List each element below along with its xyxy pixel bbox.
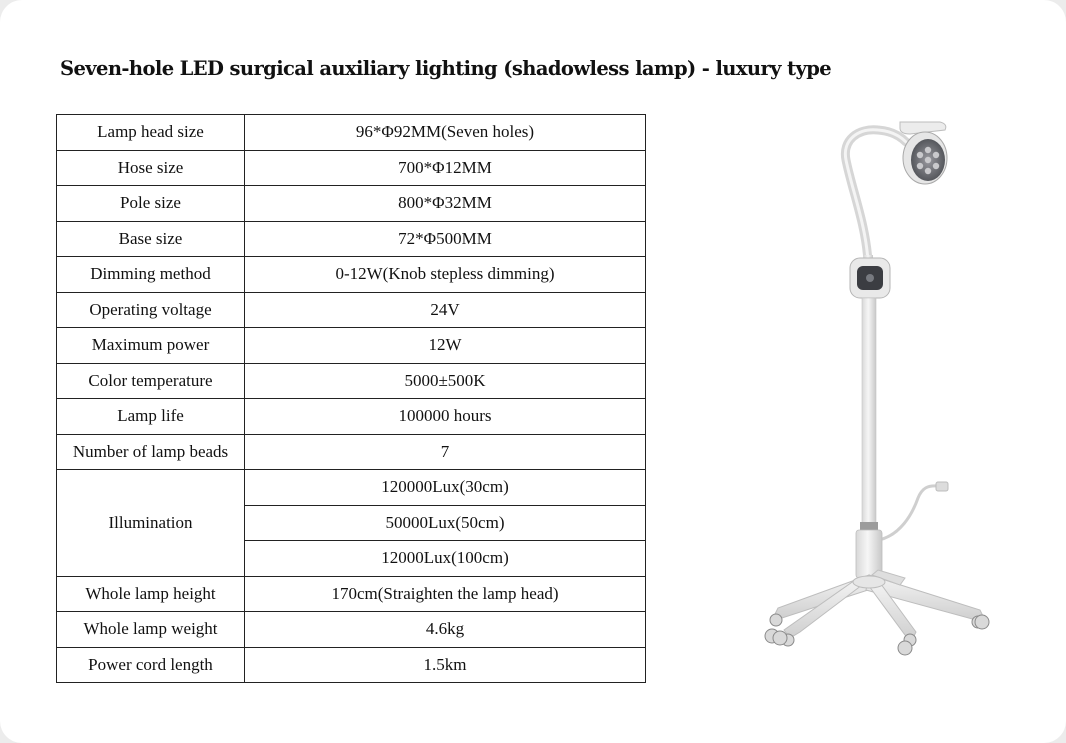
- table-row: [57, 186, 646, 222]
- illumination-value-50cm: 50000Lux(50cm): [245, 505, 646, 541]
- whole-lamp-height-label: Whole lamp height: [57, 576, 245, 612]
- base-size-label: Base size: [57, 221, 245, 257]
- table-row: [57, 470, 646, 506]
- table-row: [57, 150, 646, 186]
- lamp-beads-value: 7: [245, 434, 646, 470]
- illumination-value-30cm: 120000Lux(30cm): [245, 470, 646, 506]
- maximum-power-value: 12W: [245, 328, 646, 364]
- dimming-method-label: Dimming method: [57, 257, 245, 293]
- lamp-life-value: 100000 hours: [245, 399, 646, 435]
- pole-size-value: 800*Φ32MM: [245, 186, 646, 222]
- table-row: [57, 328, 646, 364]
- whole-lamp-weight-label: Whole lamp weight: [57, 612, 245, 648]
- power-cord-length-value: 1.5km: [245, 647, 646, 683]
- color-temperature-value: 5000±500K: [245, 363, 646, 399]
- lamp-product-image: [740, 105, 1020, 665]
- hose-size-label: Hose size: [57, 150, 245, 186]
- dimming-method-value: 0-12W(Knob stepless dimming): [245, 257, 646, 293]
- table-row: [57, 647, 646, 683]
- table-row: [57, 221, 646, 257]
- table-row: [57, 434, 646, 470]
- table-row: [57, 576, 646, 612]
- base-size-value: 72*Φ500MM: [245, 221, 646, 257]
- lamp-head-size-label: Lamp head size: [57, 115, 245, 151]
- illumination-value-100cm: 12000Lux(100cm): [245, 541, 646, 577]
- operating-voltage-value: 24V: [245, 292, 646, 328]
- table-row: [57, 292, 646, 328]
- whole-lamp-weight-value: 4.6kg: [245, 612, 646, 648]
- power-cord-length-label: Power cord length: [57, 647, 245, 683]
- operating-voltage-label: Operating voltage: [57, 292, 245, 328]
- pole-size-label: Pole size: [57, 186, 245, 222]
- color-temperature-label: Color temperature: [57, 363, 245, 399]
- table-row: [57, 257, 646, 293]
- lamp-life-label: Lamp life: [57, 399, 245, 435]
- illumination-label: Illumination: [57, 470, 245, 577]
- whole-lamp-height-value: 170cm(Straighten the lamp head): [245, 576, 646, 612]
- table-row: [57, 612, 646, 648]
- maximum-power-label: Maximum power: [57, 328, 245, 364]
- spec-table: [56, 114, 646, 683]
- lamp-head-size-value: 96*Φ92MM(Seven holes): [245, 115, 646, 151]
- lamp-beads-label: Number of lamp beads: [57, 434, 245, 470]
- table-row: [57, 363, 646, 399]
- table-row: [57, 399, 646, 435]
- page-title: Seven-hole LED surgical auxiliary lighting (shadowless lamp) - luxury type: [60, 57, 832, 80]
- hose-size-value: 700*Φ12MM: [245, 150, 646, 186]
- table-row: [57, 115, 646, 151]
